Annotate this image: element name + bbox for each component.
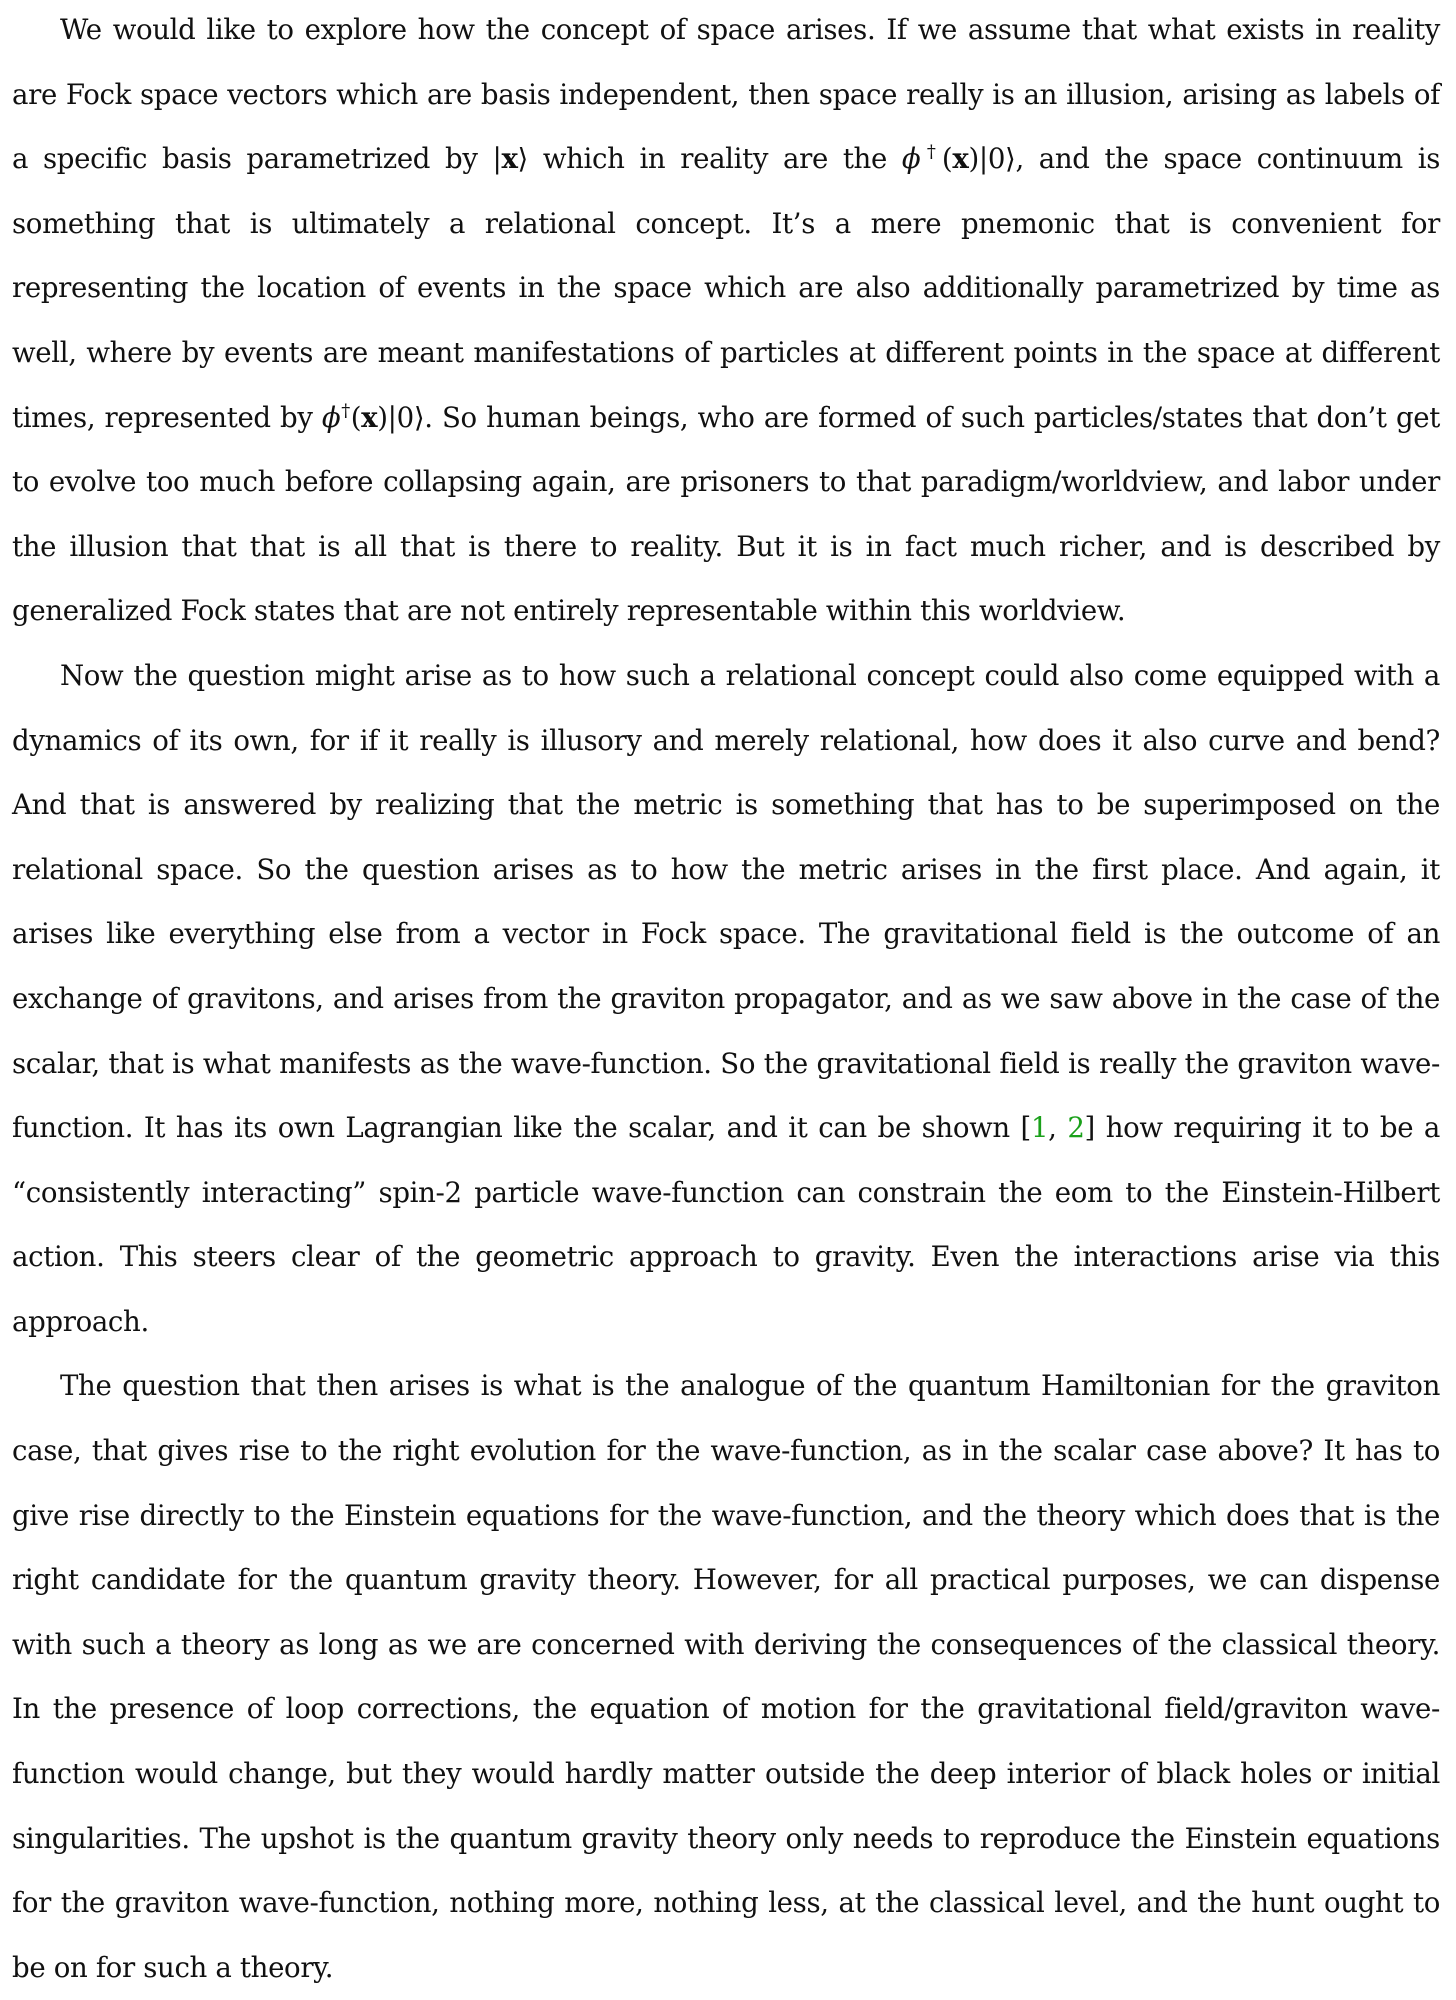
paragraph-2-text-1: Now the question might arise as to how such a relational concept could also come equipped with a dynamics of its own, for if it really is illusory and merely relational, how does it also curve and bend? And that is answered by realizing that the metric is something that has to be superimposed on the relational space. So the question arises as to how the metric arises in the first place. And again, it arises like everything else from a vector in Fock space. The gravitational field is the outcome of an exchange of gravitons, and arises from the graviton propagator, and as we saw above in the case of the scalar, that is what manifests as the wave-function. So the gravitational field is really the graviton wave-function. It has its own Lagrangian like the scalar, and it can be shown [ xyxy=(12,658,1440,1145)
ket-x-math: |x⟩ xyxy=(492,142,528,176)
citation-link[interactable]: 2 xyxy=(1067,1111,1085,1145)
paragraph-1-text-1: We would like to explore how the concept of space arises. If we assume that what exists in reality are Fock space vectors which are basis independent, then space really is an illusion, arising as labels of a specific basis parametrized by xyxy=(12,13,1440,176)
paragraph-1-text-4: . So human beings, who are formed of such particles/states that don’t get to evolve too much before collapsing again, are prisoners to that paradigm/worldview, and labor under the illusion that that is all that is there to reality. But it is in fact much richer, and is described by generalized Fock states that are not entirely representable within this worldview. xyxy=(12,400,1440,628)
paragraph-1 xyxy=(12,0,1440,644)
paper-body xyxy=(12,0,1440,2000)
phi-dagger-math: ϕ†(x)|0⟩ xyxy=(901,141,1016,176)
phi-dagger-math: ϕ†(x)|0⟩ xyxy=(321,399,425,434)
paragraph-1-text-3: , and the space continuum is something that is ultimately a relational concept. It’s a mere pnemonic that is convenient for representing the location of events in the space which are also additionally parametrized by time as well, where by events are meant manifestations of particles at different points in the space at different times, represented by xyxy=(12,142,1441,434)
paragraph-2-text-2: , xyxy=(1048,1111,1068,1145)
paragraph-3-text-1: The question that then arises is what is the analogue of the quantum Hamiltonian for the graviton case, that gives rise to the right evolution for the wave-function, as in the scalar case above? It has to give rise directly to the Einstein equations for the wave-function, and the theory which does that is the right candidate for the quantum gravity theory. However, for all practical purposes, we can dispense with such a theory as long as we are concerned with deriving the consequences of the classical theory. In the presence of loop corrections, the equation of motion for the gravitational field/graviton wave-function would change, but they would hardly matter outside the deep interior of black holes or initial singularities. The upshot is the quantum gravity theory only needs to reproduce the Einstein equations for the graviton wave-function, nothing more, nothing less, at the classical level, and the hunt ought to be on for such a theory. xyxy=(12,1369,1440,1984)
paragraph-2-text-3: ] how requiring it to be a “consistently interacting” spin-2 particle wave-function can constrain the eom to the Einstein-Hilbert action. This steers clear of the geometric approach to gravity. Even the interactions arise via this approach. xyxy=(12,1111,1441,1338)
paragraph-1-text-2: which in reality are the xyxy=(527,142,902,176)
citation-link[interactable]: 1 xyxy=(1030,1111,1049,1145)
paragraph-3 xyxy=(12,1354,1440,2000)
paragraph-2 xyxy=(12,644,1440,1355)
